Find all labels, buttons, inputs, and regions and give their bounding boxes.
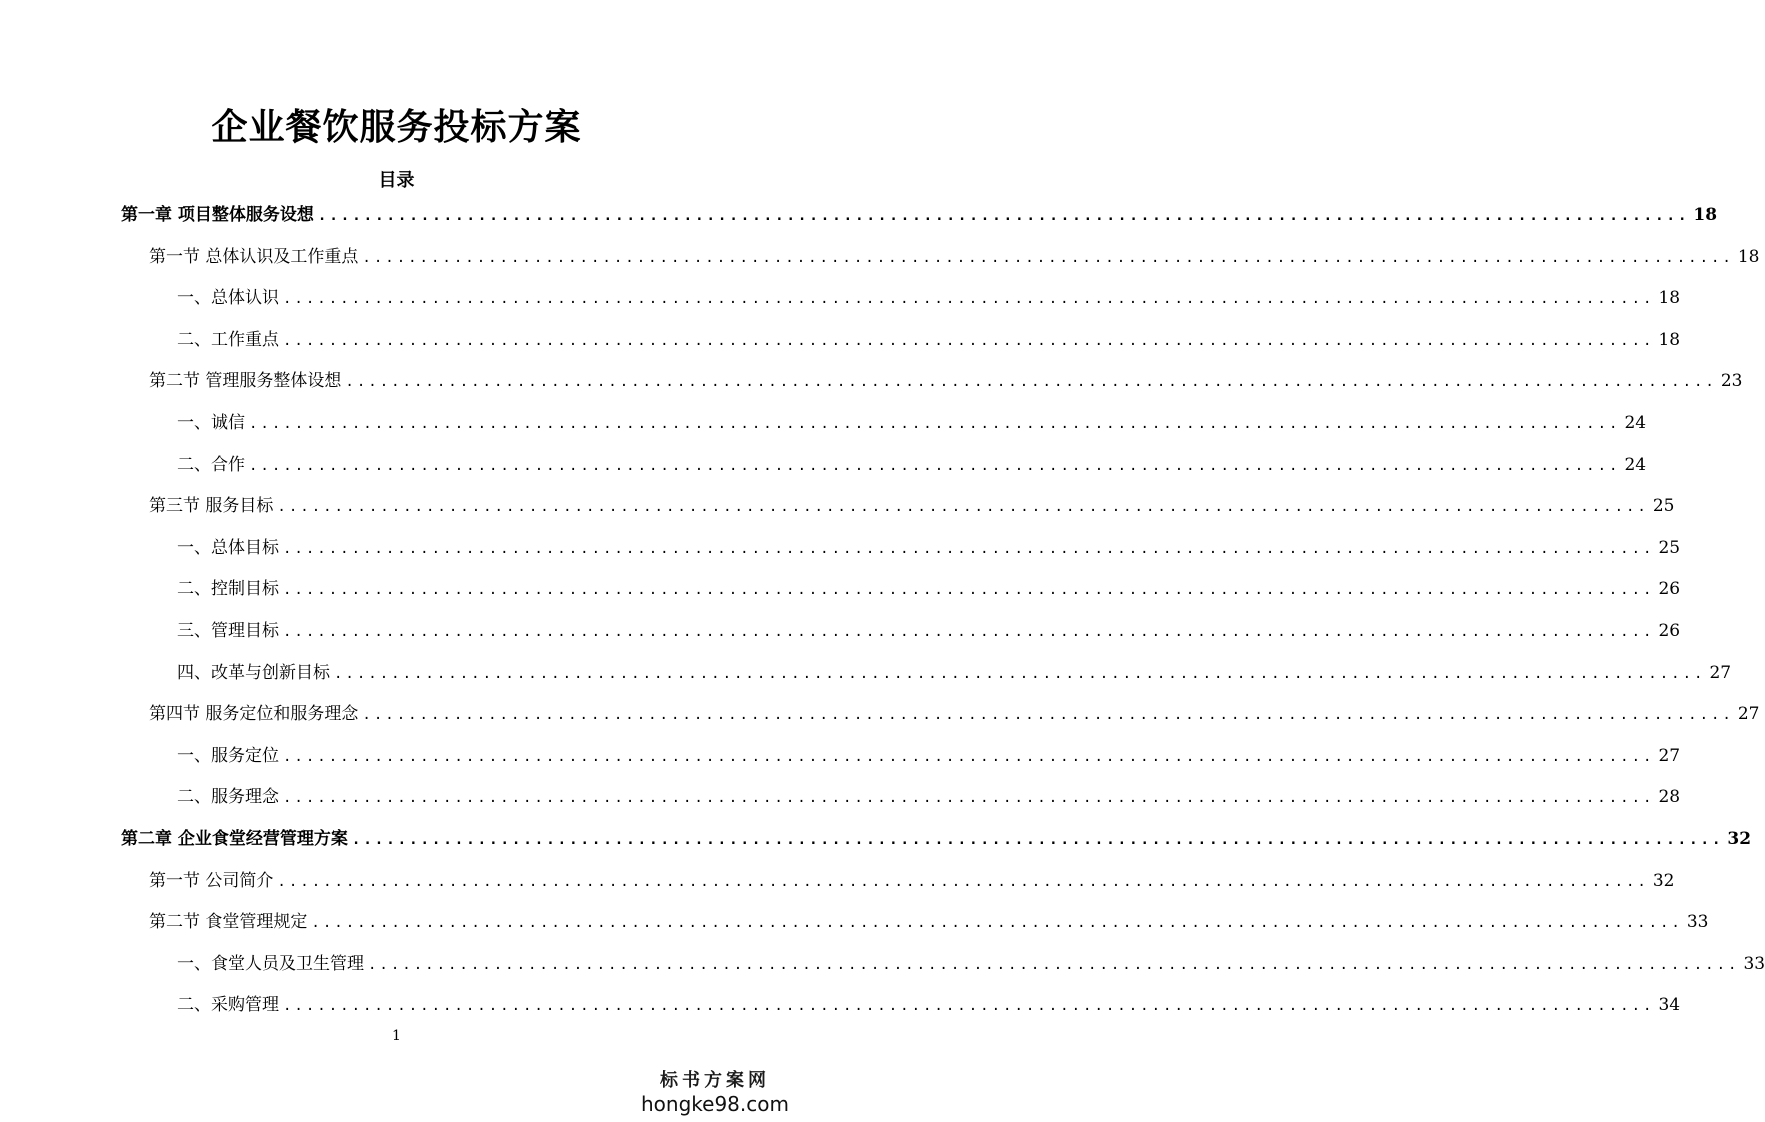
toc-entry[interactable] xyxy=(177,990,1681,1020)
toc-entry-page: 18 xyxy=(1737,246,1760,267)
toc-entry-page: 25 xyxy=(1658,537,1681,558)
document-title: 企业餐饮服务投标方案 xyxy=(211,106,582,148)
toc-dot-leader: ........................................................................................................................ xyxy=(368,956,1740,973)
toc-entry[interactable] xyxy=(177,658,1732,688)
toc-dot-leader: ........................................................................................................................ xyxy=(334,665,1706,682)
toc-entry[interactable] xyxy=(121,200,1718,230)
toc-dot-leader: ........................................................................................................................ xyxy=(249,416,1621,432)
watermark-url: hongke98.com xyxy=(641,1092,789,1116)
toc-entry-label: 第二节 食堂管理规定 xyxy=(149,912,308,933)
toc-entry-label: 第一节 公司简介 xyxy=(149,870,274,891)
toc-dot-leader: ........................................................................................................................ xyxy=(362,707,1734,724)
toc-entry-page: 18 xyxy=(1658,329,1681,350)
toc-entry-label: 一、总体认识 xyxy=(177,288,279,309)
toc-entry[interactable] xyxy=(177,949,1765,979)
toc-entry-label: 第一节 总体认识及工作重点 xyxy=(149,246,359,267)
toc-dot-leader: ........................................................................................................................ xyxy=(283,332,1655,349)
toc-entry-label: 二、合作 xyxy=(177,454,245,475)
toc-entry-label: 四、改革与创新目标 xyxy=(177,662,330,683)
toc-entry[interactable] xyxy=(149,491,1675,521)
toc-dot-leader: ........................................................................................................................ xyxy=(283,291,1655,308)
page-number: 1 xyxy=(392,1028,401,1044)
toc-entry[interactable] xyxy=(149,699,1760,729)
watermark-cn: 标书方案网 xyxy=(660,1070,770,1091)
toc-dot-leader: ........................................................................................................................ xyxy=(249,457,1621,474)
toc-entry-page: 28 xyxy=(1658,787,1681,808)
toc-entry-label: 第二节 管理服务整体设想 xyxy=(149,371,342,392)
toc-entry[interactable] xyxy=(177,283,1681,313)
toc-entry-label: 二、控制目标 xyxy=(177,579,279,600)
toc-entry-label: 二、服务理念 xyxy=(177,787,279,808)
toc-entry-label: 第四节 服务定位和服务理念 xyxy=(149,704,359,725)
toc-dot-leader: ........................................................................................................................ xyxy=(351,832,1724,848)
toc-entry-page: 26 xyxy=(1658,579,1681,600)
toc-entry[interactable] xyxy=(177,782,1681,812)
toc-entry-label: 一、食堂人员及卫生管理 xyxy=(177,953,364,974)
toc-entry-page: 27 xyxy=(1737,704,1760,725)
toc-dot-leader: ........................................................................................................................ xyxy=(283,998,1655,1015)
toc-dot-leader: ........................................................................................................................ xyxy=(277,873,1649,890)
toc-entry-page: 25 xyxy=(1652,496,1675,517)
toc-entry-label: 第三节 服务目标 xyxy=(149,496,274,517)
toc-entry-label: 三、管理目标 xyxy=(177,621,279,641)
toc-entry[interactable] xyxy=(177,325,1681,355)
toc-entry-page: 34 xyxy=(1658,995,1681,1016)
toc-entry[interactable] xyxy=(177,408,1647,438)
toc-entry-page: 24 xyxy=(1624,454,1647,475)
toc-entry-label: 一、诚信 xyxy=(177,413,245,433)
toc-entry-page: 33 xyxy=(1686,912,1709,933)
toc-entry-page: 18 xyxy=(1693,205,1718,225)
toc-entry[interactable] xyxy=(149,907,1709,937)
toc-dot-leader: ........................................................................................................................ xyxy=(277,499,1649,516)
toc-entry-page: 32 xyxy=(1727,829,1752,849)
toc-entry-page: 24 xyxy=(1624,413,1647,433)
toc-entry[interactable] xyxy=(177,616,1681,646)
toc-entry[interactable] xyxy=(149,242,1760,272)
toc-entry-page: 27 xyxy=(1658,745,1681,766)
toc-entry-page: 32 xyxy=(1652,870,1675,891)
toc-dot-leader: ........................................................................................................................ xyxy=(283,624,1655,640)
toc-dot-leader: ........................................................................................................................ xyxy=(283,790,1655,807)
toc-dot-leader: ........................................................................................................................ xyxy=(283,540,1655,557)
toc-dot-leader: ........................................................................................................................ xyxy=(283,748,1655,765)
toc-entry-label: 一、总体目标 xyxy=(177,537,279,558)
toc-dot-leader: ........................................................................................................................ xyxy=(362,249,1734,266)
toc-entry-page: 27 xyxy=(1709,662,1732,683)
toc-entry[interactable] xyxy=(121,824,1752,854)
toc-entry-label: 一、服务定位 xyxy=(177,745,279,766)
toc-entry-page: 23 xyxy=(1720,371,1743,392)
toc-heading: 目录 xyxy=(378,170,415,191)
toc-entry-label: 第一章 项目整体服务设想 xyxy=(121,205,314,225)
toc-dot-leader: ........................................................................................................................ xyxy=(345,374,1717,391)
toc-dot-leader: ........................................................................................................................ xyxy=(317,208,1690,224)
toc-entry[interactable] xyxy=(177,741,1681,771)
watermark xyxy=(640,1070,790,1116)
toc-entry[interactable] xyxy=(149,366,1743,396)
toc-entry-page: 18 xyxy=(1658,288,1681,309)
toc-entry[interactable] xyxy=(177,574,1681,604)
toc-entry-page: 33 xyxy=(1743,953,1765,974)
toc-entry-label: 第二章 企业食堂经营管理方案 xyxy=(121,829,348,849)
toc-entry-label: 二、工作重点 xyxy=(177,329,279,350)
toc-entry-page: 26 xyxy=(1658,621,1681,641)
toc-dot-leader: ........................................................................................................................ xyxy=(283,582,1655,599)
toc-entry[interactable] xyxy=(177,533,1681,563)
toc-entry[interactable] xyxy=(149,866,1675,896)
toc-entry[interactable] xyxy=(177,450,1647,480)
toc-dot-leader: ........................................................................................................................ xyxy=(311,915,1683,932)
toc-entry-label: 二、采购管理 xyxy=(177,995,279,1016)
